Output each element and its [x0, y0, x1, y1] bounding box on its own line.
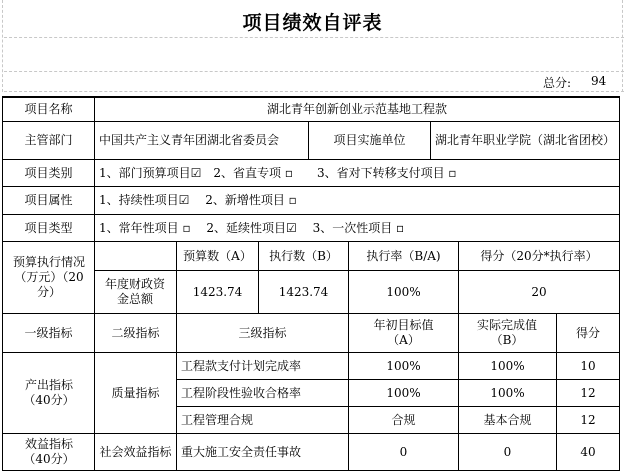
rate-col-header: 执行率（B/A)	[366, 248, 441, 263]
indicator-name: 工程管理合规	[181, 412, 254, 427]
indicator-target: 0	[399, 444, 408, 459]
budget-score-value: 20	[531, 284, 547, 299]
annual-funds-label: 年度财政资金总额	[104, 277, 165, 306]
attribute-label: 项目属性	[24, 193, 73, 207]
grid-line	[4, 71, 624, 72]
impl-unit-value: 湖北青年职业学院（湖北省团校）	[435, 133, 616, 147]
attribute-value: 1、持续性项目☑ 2、新增性项目 ▫	[99, 193, 297, 207]
benefit-indicator-label: 效益指标（40分）	[23, 437, 75, 466]
table-border-right	[619, 96, 620, 471]
category-value: 1、部门预算项目☑ 2、省直专项 ▫ 3、省对下转移支付项目 ▫	[99, 165, 457, 180]
budget-col-header: 预算数（A）	[183, 248, 252, 263]
indicator-target: 100%	[386, 385, 421, 400]
target-header: 年初目标值（A）	[373, 318, 434, 347]
actual-header: 实际完成值（B）	[476, 318, 537, 347]
indicator-score: 10	[580, 358, 596, 373]
impl-unit-label: 项目实施单位	[333, 133, 406, 147]
score-col-header: 得分（20分*执行率）	[480, 248, 598, 263]
indicator-score: 40	[580, 444, 596, 459]
indicator-name: 重大施工安全责任事故	[181, 444, 302, 459]
score-header: 得分	[575, 325, 600, 340]
level1-header: 一级指标	[24, 325, 73, 340]
grid-line	[4, 37, 624, 38]
level2-header: 二级指标	[111, 325, 160, 340]
total-score	[542, 74, 607, 91]
indicator-score: 12	[580, 412, 596, 427]
output-indicator-label: 产出指标（40分）	[23, 378, 75, 407]
indicator-target: 合规	[391, 412, 416, 427]
dept-label: 主管部门	[24, 133, 73, 147]
type-value: 1、常年性项目 ▫ 2、延续性项目☑ 3、一次性项目 ▫	[99, 220, 405, 235]
type-label: 项目类型	[24, 220, 73, 235]
budget-value: 1423.74	[192, 284, 243, 299]
page-title: 项目绩效自评表	[242, 12, 383, 34]
quality-indicator-label: 质量指标	[111, 385, 160, 400]
exec-col-header: 执行数（B）	[269, 248, 338, 263]
indicator-actual: 基本合规	[483, 412, 532, 427]
indicator-actual: 100%	[490, 385, 525, 400]
grid-line	[4, 91, 624, 92]
indicator-actual: 0	[503, 444, 512, 459]
budget-section-label: 预算执行情况（万元）（20分）	[12, 255, 85, 299]
dept-value: 中国共产主义青年团湖北省委员会	[99, 133, 280, 147]
indicator-actual: 100%	[490, 358, 525, 373]
rate-value: 100%	[386, 284, 421, 299]
project-name-value: 湖北青年创新创业示范基地工程款	[266, 102, 447, 116]
total-score-label: 总分:	[542, 76, 571, 90]
total-score-value: 94	[590, 74, 607, 88]
project-name-label: 项目名称	[24, 102, 73, 116]
level3-header: 三级指标	[238, 325, 287, 340]
indicator-name: 工程阶段性验收合格率	[181, 385, 302, 400]
indicator-name: 工程款支付计划完成率	[181, 358, 302, 373]
category-label: 项目类别	[24, 165, 73, 180]
social-benefit-label: 社会效益指标	[99, 444, 172, 459]
indicator-target: 100%	[386, 358, 421, 373]
exec-value: 1423.74	[278, 284, 329, 299]
indicator-score: 12	[580, 385, 596, 400]
